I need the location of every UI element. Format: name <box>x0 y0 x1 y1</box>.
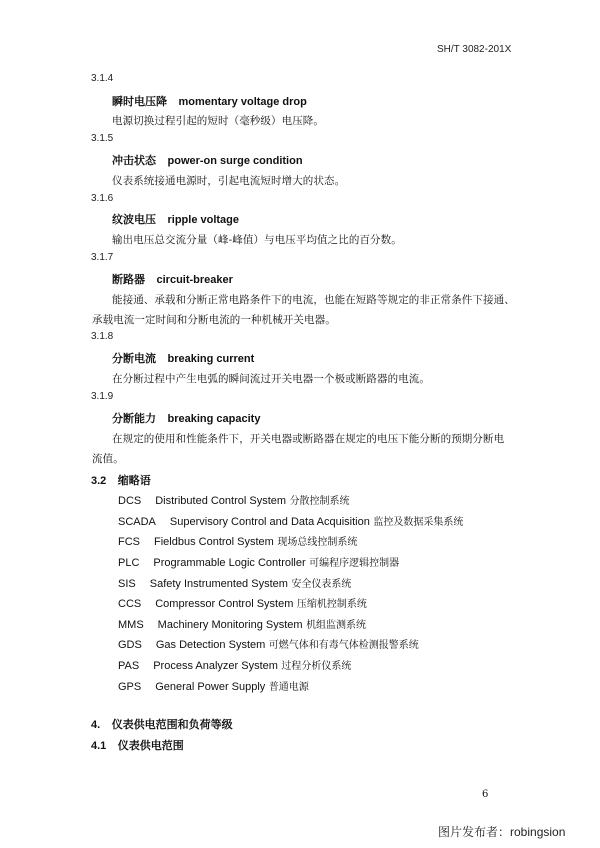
document-id: SH/T 3082-201X <box>437 44 512 55</box>
abbr-zh: 压缩机控制系统 <box>296 599 367 610</box>
abbr-zh: 可编程序逻辑控制器 <box>309 558 400 569</box>
abbr-en: Process Analyzer System <box>153 660 278 672</box>
entry-definition-cont: 流值。 <box>92 453 124 465</box>
subsection-heading <box>91 737 184 753</box>
abbr-code: PAS <box>118 660 140 672</box>
term-zh: 纹波电压 <box>112 213 156 226</box>
abbr-zh: 监控及数据采集系统 <box>373 517 464 528</box>
term-en: power-on surge condition <box>167 155 303 167</box>
entry-definition: 输出电压总交流分量（峰-峰值）与电压平均值之比的百分数。 <box>112 234 402 246</box>
abbr-code: GDS <box>118 639 142 651</box>
entry-number: 3.1.9 <box>91 391 114 402</box>
section-heading <box>91 472 151 488</box>
abbr-code: DCS <box>118 495 142 507</box>
term-zh: 瞬时电压降 <box>112 95 167 108</box>
entry-number: 3.1.7 <box>91 252 114 263</box>
entry-term <box>112 211 239 227</box>
abbreviation-item <box>118 554 399 569</box>
abbreviation-item <box>118 492 350 507</box>
term-en: circuit-breaker <box>156 274 233 286</box>
section-heading <box>91 716 233 732</box>
page-number: 6 <box>482 789 489 800</box>
entry-definition: 能接通、承载和分断正常电路条件下的电流，也能在短路等规定的非正常条件下接通、 <box>112 294 515 306</box>
abbr-code: CCS <box>118 598 142 610</box>
entry-term <box>112 152 303 168</box>
term-zh: 分断电流 <box>112 352 156 365</box>
abbr-en: Distributed Control System <box>155 495 287 507</box>
abbr-en: General Power Supply <box>155 681 266 693</box>
credit-name: robingsion <box>510 825 566 839</box>
abbr-en: Gas Detection System <box>155 639 266 651</box>
abbr-code: FCS <box>118 536 140 548</box>
entry-term <box>112 93 307 109</box>
entry-definition: 在规定的使用和性能条件下，开关电器或断路器在规定的电压下能分断的预期分断电 <box>112 433 505 445</box>
term-en: breaking capacity <box>167 413 261 425</box>
term-en: momentary voltage drop <box>178 96 307 108</box>
abbr-code: PLC <box>118 557 140 569</box>
section-title: 仪表供电范围 <box>117 739 184 752</box>
entry-number: 3.1.4 <box>91 73 114 84</box>
abbr-zh: 机组监测系统 <box>306 620 367 631</box>
abbr-en: Supervisory Control and Data Acquisition <box>169 516 370 528</box>
abbr-en: Safety Instrumented System <box>149 578 288 590</box>
abbr-code: SIS <box>118 578 136 590</box>
abbr-code: GPS <box>118 681 142 693</box>
abbreviation-item <box>118 678 309 693</box>
entry-definition-cont: 承载电流一定时间和分断电流的一种机械开关电器。 <box>92 314 336 326</box>
publisher-credit <box>438 823 565 840</box>
abbr-code: MMS <box>118 619 144 631</box>
credit-label: 图片发布者： <box>438 825 511 839</box>
abbr-zh: 过程分析仪系统 <box>281 661 352 672</box>
entry-definition: 仪表系统接通电源时，引起电流短时增大的状态。 <box>112 175 346 187</box>
term-zh: 分断能力 <box>112 412 156 425</box>
abbreviation-item <box>118 657 351 672</box>
entry-term <box>112 410 260 426</box>
term-en: breaking current <box>167 353 255 365</box>
abbr-en: Machinery Monitoring System <box>157 619 303 631</box>
section-number: 4.1 <box>91 740 107 752</box>
abbreviation-item <box>118 636 419 651</box>
abbr-zh: 可燃气体和有毒气体检测报警系统 <box>268 640 419 651</box>
abbr-en: Programmable Logic Controller <box>153 557 306 569</box>
entry-definition: 电源切换过程引起的短时（毫秒级）电压降。 <box>112 115 324 127</box>
section-title: 仪表供电范围和负荷等级 <box>111 718 233 731</box>
entry-definition: 在分断过程中产生电弧的瞬间流过开关电器一个极或断路器的电流。 <box>112 373 430 385</box>
term-zh: 断路器 <box>112 273 145 286</box>
abbr-zh: 现场总线控制系统 <box>277 537 358 548</box>
abbreviation-item <box>118 533 357 548</box>
term-zh: 冲击状态 <box>112 154 156 167</box>
term-en: ripple voltage <box>167 214 240 226</box>
entry-number: 3.1.6 <box>91 193 114 204</box>
entry-number: 3.1.8 <box>91 331 114 342</box>
section-number: 3.2 <box>91 475 107 487</box>
entry-term <box>112 271 233 287</box>
abbreviation-item <box>118 595 367 610</box>
abbr-zh: 分散控制系统 <box>289 496 350 507</box>
abbreviation-item <box>118 513 463 528</box>
abbr-zh: 安全仪表系统 <box>291 579 352 590</box>
abbreviation-item <box>118 616 366 631</box>
entry-number: 3.1.5 <box>91 133 114 144</box>
abbr-zh: 普通电源 <box>268 682 309 693</box>
abbr-code: SCADA <box>118 516 156 528</box>
abbreviation-item <box>118 575 351 590</box>
abbr-en: Fieldbus Control System <box>154 536 274 548</box>
section-number: 4. <box>91 719 101 731</box>
abbr-en: Compressor Control System <box>155 598 294 610</box>
section-title: 缩略语 <box>117 474 151 487</box>
entry-term <box>112 350 254 366</box>
